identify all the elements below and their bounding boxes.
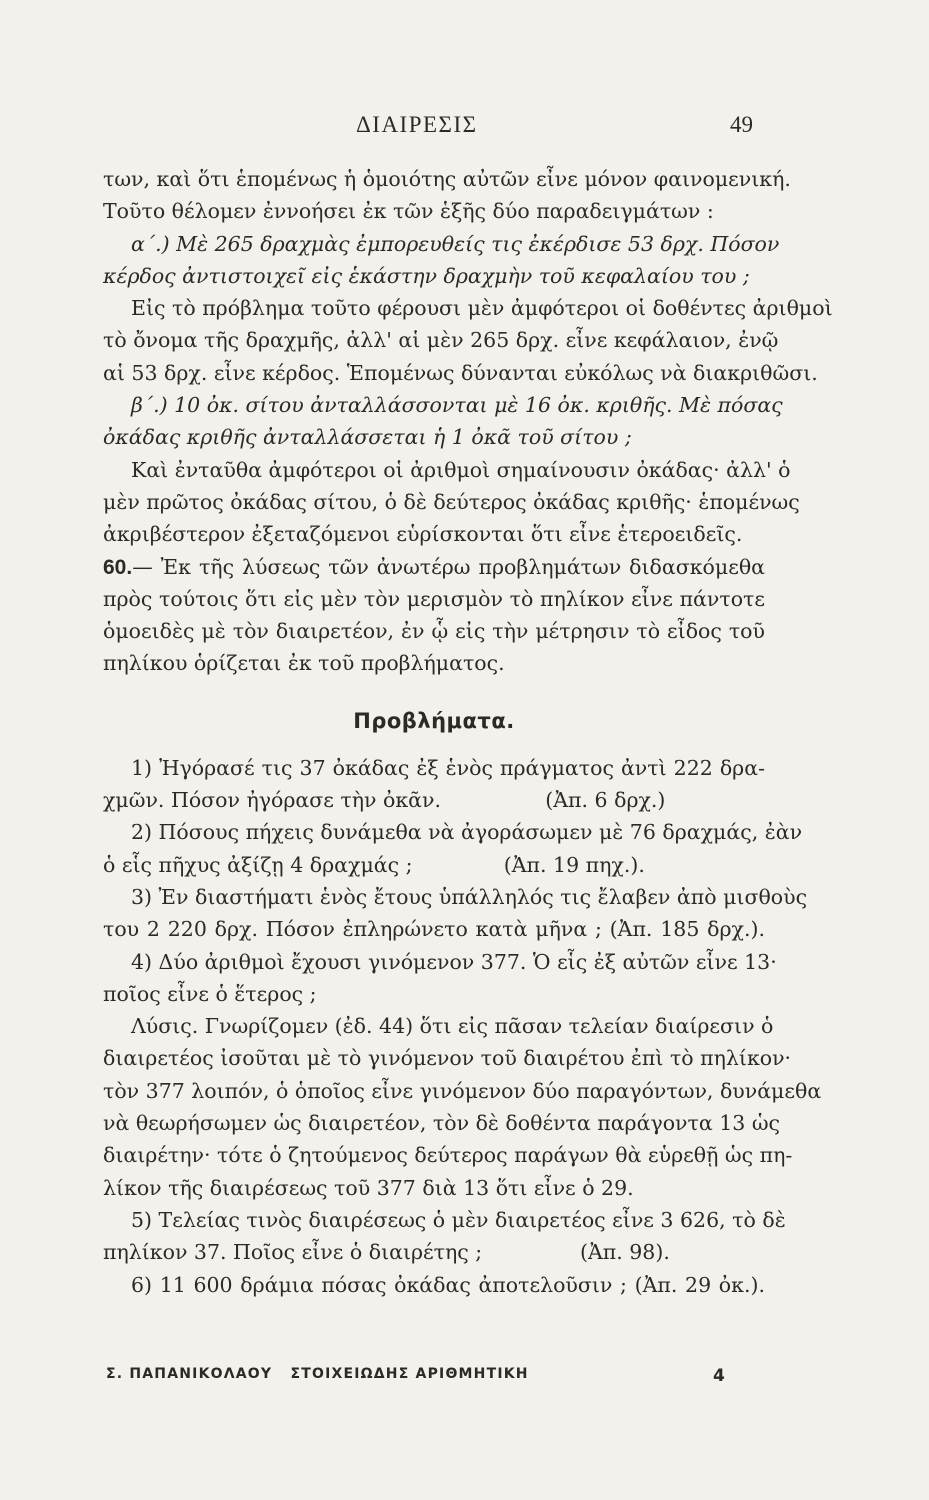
text-line: β΄.) 10 ὀκ. σίτου ἀνταλλάσσονται μὲ 16 ὀκ. κριθῆς. Μὲ πόσας <box>131 393 783 418</box>
problem-line: Λύσις. Γνωρίζομεν (ἐδ. 44) ὅτι εἰς πᾶσαν τελείαν διαίρεσιν ὁ <box>131 1014 774 1039</box>
text-line: ὀκάδας κριθῆς ἀνταλλάσσεται ἡ 1 ὀκᾶ τοῦ σίτου ; <box>103 425 632 450</box>
section-number: 60. <box>103 555 133 579</box>
problem-line: ποῖος εἶνε ὁ ἕτερος ; <box>103 981 317 1006</box>
text-line: των, καὶ ὅτι ἑπομένως ἡ ὁμοιότης αὐτῶν εἶνε μόνον φαινομενική. <box>103 167 791 191</box>
page-number: 49 <box>730 112 753 137</box>
page-footer <box>106 1366 726 1390</box>
text-line: ἀκριβέστερον ἐξεταζόμενοι εὑρίσκονται ὅτι εἶνε ἑτεροειδεῖς. <box>103 522 743 547</box>
text-line: μὲν πρῶτος ὀκάδας σίτου, ὁ δὲ δεύτερος ὀκάδας κριθῆς· ἑπομένως <box>103 489 800 514</box>
text-line: Καὶ ἐνταῦθα ἀμφότεροι οἱ ἀριθμοὶ σημαίνουσιν ὀκάδας· ἀλλ' ὁ <box>131 457 791 482</box>
problems-heading: Προβλήματα. <box>353 708 515 733</box>
problem-line: λίκον τῆς διαιρέσεως τοῦ 377 διὰ 13 ὅτι εἶνε ὁ 29. <box>103 1175 634 1200</box>
problem-line: τὸν 377 λοιπόν, ὁ ὁποῖος εἶνε γινόμενον δύο παραγόντων, δυνάμεθα <box>103 1078 822 1103</box>
problem-line: του 2 220 δρχ. Πόσον ἐπληρώνετο κατὰ μῆνα ; (Ἀπ. 185 δρχ.). <box>103 917 765 942</box>
problem-line: 6) 11 600 δράμια πόσας ὀκάδας ἀποτελοῦσιν ; (Ἀπ. 29 ὀκ.). <box>131 1272 765 1297</box>
problem-line: 4) Δύο ἀριθμοὶ ἔχουσι γινόμενον 377. Ὁ εἷς ἐξ αὐτῶν εἶνε 13· <box>131 949 777 974</box>
text-line: πρὸς τούτοις ὅτι εἰς μὲν τὸν μερισμὸν τὸ πηλίκον εἶνε πάντοτε <box>103 586 765 611</box>
text-line: — Ἐκ τῆς λύσεως τῶν ἀνωτέρω προβλημάτων διδασκόμεθα <box>132 554 765 579</box>
problem-line: νὰ θεωρήσωμεν ὡς διαιρετέον, τὸν δὲ δοθέντα παράγοντα 13 ὡς <box>103 1111 781 1136</box>
problem-line: 3) Ἐν διαστήματι ἑνὸς ἔτους ὑπάλληλός τις ἔλαβεν ἀπὸ μισθοὺς <box>131 884 808 909</box>
text-line: Εἰς τὸ πρόβλημα τοῦτο φέρουσι μὲν ἀμφότεροι οἱ δοθέντες ἀριθμοὶ <box>131 296 833 321</box>
section-first-line <box>103 551 765 583</box>
body-text <box>103 163 833 1301</box>
text-line: αἱ 53 δρχ. εἶνε κέρδος. Ἑπομένως δύνανται εὐκόλως νὰ διακριθῶσι. <box>103 360 818 385</box>
text-line: πηλίκου ὁρίζεται ἐκ τοῦ προβλήματος. <box>103 651 505 676</box>
problem-line: χμῶν. Πόσον ἠγόρασε τὴν ὀκᾶν. (Ἀπ. 6 δρχ.) <box>103 788 666 813</box>
text-line: α΄.) Μὲ 265 δραχμὰς ἐμπορευθείς τις ἐκέρδισε 53 δρχ. Πόσον <box>131 231 780 256</box>
problem-line: 2) Πόσους πήχεις δυνάμεθα νὰ ἀγοράσωμεν μὲ 76 δραχμάς, ἐὰν <box>131 820 803 845</box>
running-title: ΔΙΑΙΡΕΣΙΣ <box>356 112 478 137</box>
problem-line: πηλίκον 37. Ποῖος εἶνε ὁ διαιρέτης ; (Ἀπ. 98). <box>103 1240 670 1265</box>
problem-line: 5) Τελείας τινὸς διαιρέσεως ὁ μὲν διαιρετέος εἶνε 3 626, τὸ δὲ <box>131 1207 786 1232</box>
text-line: ὁμοειδὲς μὲ τὸν διαιρετέον, ἐν ᾧ εἰς τὴν μέτρησιν τὸ εἶδος τοῦ <box>103 619 765 644</box>
problem-line: 1) Ἠγόρασέ τις 37 ὀκάδας ἐξ ἑνὸς πράγματος ἀντὶ 222 δρα- <box>131 755 765 780</box>
problem-line: διαιρετέος ἰσοῦται μὲ τὸ γινόμενον τοῦ διαιρέτου ἐπὶ τὸ πηλίκον· <box>103 1046 792 1071</box>
signature-mark: 4 <box>712 1366 726 1386</box>
problem-line: ὁ εἷς πῆχυς ἀξίζῃ 4 δραχμάς ; (Ἀπ. 19 πηχ.). <box>103 852 645 877</box>
text-line: τὸ ὄνομα τῆς δραχμῆς, ἀλλ' αἱ μὲν 265 δρχ. εἶνε κεφάλαιον, ἐνῷ <box>103 328 779 353</box>
text-line: Τοῦτο θέλομεν ἐννοήσει ἐκ τῶν ἑξῆς δύο παραδειγμάτων : <box>103 199 714 224</box>
text-line: κέρδος ἀντιστοιχεῖ εἰς ἑκάστην δραχμὴν τοῦ κεφαλαίου του ; <box>103 263 750 288</box>
footer-imprint: Σ. ΠΑΠΑΝΙΚΟΛΑΟΥ ΣΤΟΙΧΕΙΩΔΗΣ ΑΡΙΘΜΗΤΙΚΗ <box>106 1366 529 1382</box>
problem-line: διαιρέτην· τότε ὁ ζητούμενος δεύτερος παράγων θὰ εὑρεθῇ ὡς πη- <box>103 1143 793 1168</box>
page-header <box>0 112 929 144</box>
